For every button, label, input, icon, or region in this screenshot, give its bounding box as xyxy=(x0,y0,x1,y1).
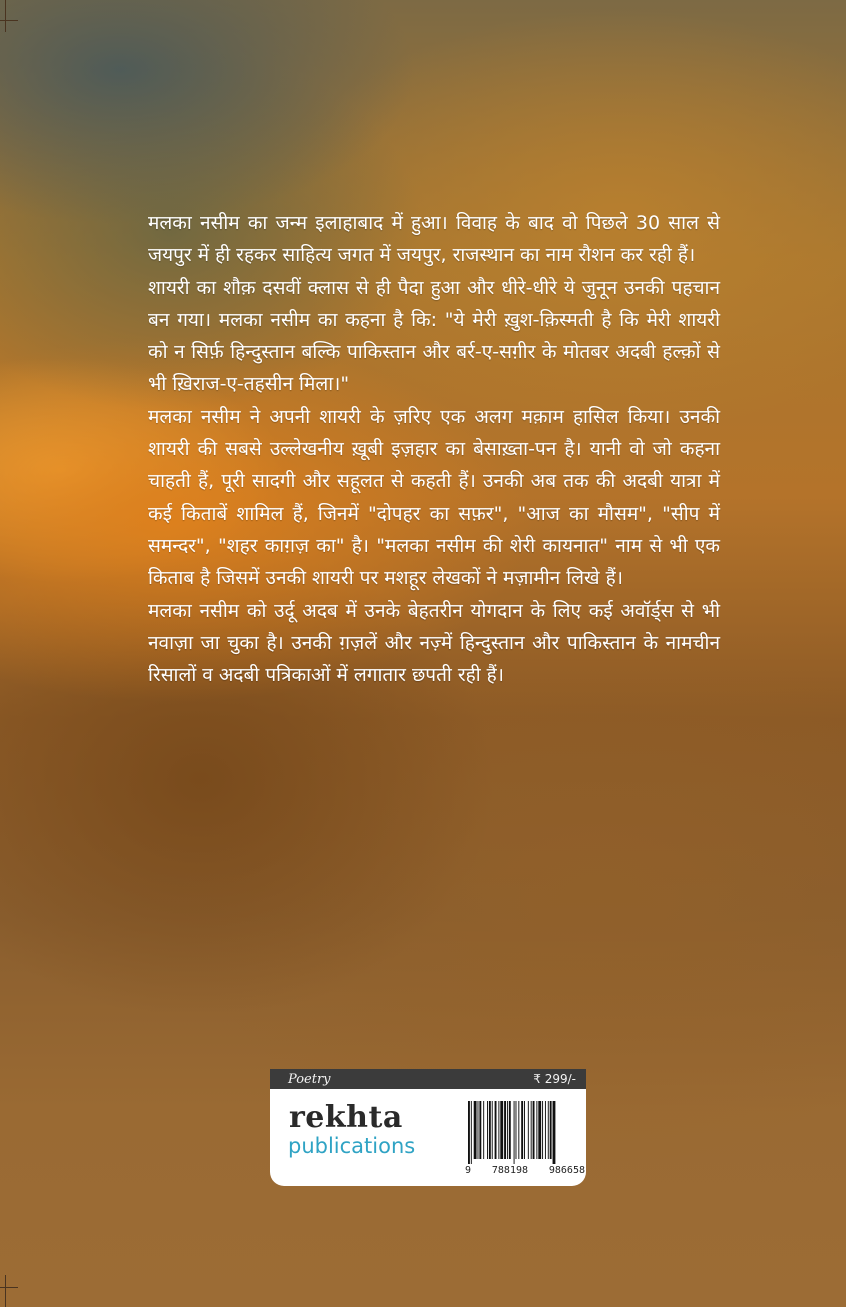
crop-mark-top-h xyxy=(0,20,18,21)
bio-paragraph-1: मलका नसीम का जन्म इलाहाबाद में हुआ। विवाह के बाद वो पिछले 30 साल से जयपुर में ही रहकर साहित्य जगत में जयपुर, राजस्थान का नाम रौशन कर रही हैं। xyxy=(148,212,720,267)
genre-label: Poetry xyxy=(288,1071,331,1087)
barcode-bar xyxy=(542,1101,543,1159)
barcode-bar xyxy=(504,1101,506,1159)
barcode-bar xyxy=(536,1101,537,1159)
barcode-bar xyxy=(524,1101,525,1159)
bio-paragraph-2: शायरी का शौक़ दसवीं क्लास से ही पैदा हुआ और धीरे-धीरे ये जुनून उनकी पहचान बन गया। मलका नसीम का कहना है कि: "ये मेरी ख़ुश-क़िस्मती है कि मेरी शायरी को न सिर्फ़ हिन्दुस्तान बल्कि पाकिस्तान और बर्र-ए-सग़ीर के मोतबर अदबी हल्क़ों से भी ख़िराज-ए-तहसीन मिला।" xyxy=(148,276,720,396)
barcode-bar xyxy=(518,1101,519,1159)
isbn-left-digits: 788198 xyxy=(491,1165,529,1176)
crop-mark-bottom-h xyxy=(0,1287,18,1288)
crop-mark-top xyxy=(5,0,6,32)
barcode-bar xyxy=(507,1101,508,1159)
isbn-number xyxy=(465,1165,585,1176)
barcode-bar xyxy=(533,1101,535,1159)
barcode-bar xyxy=(548,1101,549,1159)
publisher-logo-subtitle: publications xyxy=(288,1134,416,1158)
barcode-bar xyxy=(468,1101,470,1164)
barcode-bar xyxy=(487,1101,488,1159)
bio-paragraph-3: मलका नसीम ने अपनी शायरी के ज़रिए एक अलग मक़ाम हासिल किया। उनकी शायरी की सबसे उल्लेखनीय ख़ूबी इज़हार का बेसाख़्ता-पन है। यानी वो जो कहना चाहती हैं, पूरी सादगी और सहूलत से कहती हैं। उनकी अब तक की अदबी यात्रा में कई किताबें शामिल हैं, जिनमें "दोपहर का सफ़र", "आज का मौसम", "सीप में समन्दर", "शहर काग़ज़ का" है। "मलका नसीम की शेरी कायनात" नाम से भी एक किताब है जिसमें उनकी शायरी पर मशहूर लेखकों ने मज़ामीन लिखे हैं। xyxy=(148,405,720,590)
barcode-bar xyxy=(550,1101,552,1159)
barcode-bar xyxy=(500,1101,503,1159)
genre-bar xyxy=(270,1069,586,1089)
barcode-bar xyxy=(509,1101,511,1159)
price-label: ₹ 299/- xyxy=(533,1072,576,1086)
publisher-panel xyxy=(270,1069,586,1186)
barcode-bar xyxy=(528,1101,529,1159)
barcode-bar xyxy=(489,1101,491,1159)
isbn-barcode xyxy=(467,1101,585,1164)
publisher-box xyxy=(270,1089,586,1186)
isbn-right-digits: 986658 xyxy=(548,1165,585,1176)
barcode-bar xyxy=(545,1101,546,1159)
barcode-bar xyxy=(553,1101,556,1164)
barcode-bar xyxy=(521,1101,523,1159)
author-bio xyxy=(148,207,720,691)
crop-mark-bottom xyxy=(5,1275,6,1307)
barcode-bar xyxy=(538,1101,541,1159)
barcode-bar xyxy=(531,1101,532,1159)
bio-paragraph-4: मलका नसीम को उर्दू अदब में उनके बेहतरीन योगदान के लिए कई अवॉर्ड्स से भी नवाज़ा जा चुका है। उनकी ग़ज़लें और नज़्में हिन्दुस्तान और पाकिस्तान के नामचीन रिसालों व अदबी पत्रिकाओं में लगातार छपती रही हैं। xyxy=(148,599,720,687)
barcode-bar xyxy=(478,1101,479,1159)
barcode-bar xyxy=(516,1101,517,1159)
barcode-bar xyxy=(479,1101,481,1159)
barcode-bar xyxy=(474,1101,477,1159)
barcode-bar xyxy=(495,1101,497,1159)
barcode-bar xyxy=(498,1101,499,1159)
barcode-icon xyxy=(467,1101,585,1164)
barcode-bar xyxy=(514,1101,515,1164)
barcode-bar xyxy=(492,1101,493,1159)
barcode-bar xyxy=(483,1101,484,1159)
isbn-lead-digit: 9 xyxy=(465,1165,472,1176)
publisher-logo-name: rekhta xyxy=(289,1100,403,1135)
barcode-bar xyxy=(471,1101,472,1164)
